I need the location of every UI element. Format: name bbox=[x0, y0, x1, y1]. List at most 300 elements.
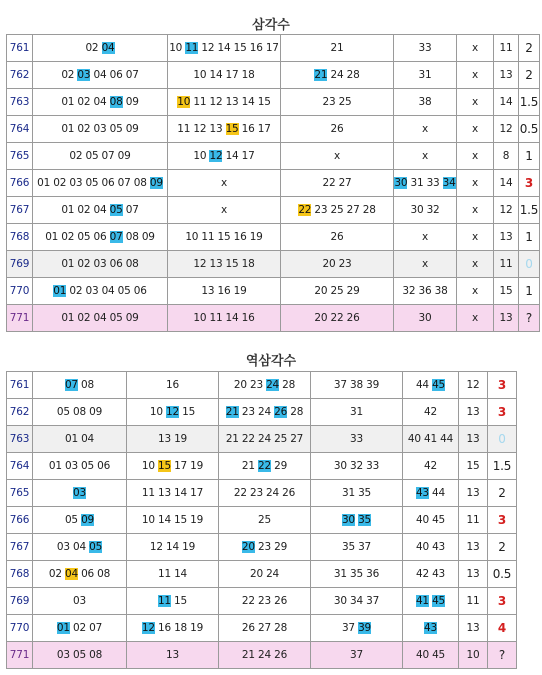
draw-number: 768 bbox=[7, 224, 33, 251]
result-cell bbox=[488, 534, 517, 561]
number-group-cell bbox=[33, 116, 168, 143]
result-cell bbox=[519, 278, 540, 305]
number-group-cell bbox=[33, 534, 127, 561]
number-group-cell bbox=[394, 278, 457, 305]
table2-title: 역삼각수 bbox=[245, 354, 297, 369]
result-value: 3 bbox=[524, 176, 534, 190]
number-group-cell bbox=[219, 534, 311, 561]
number-text: 07 bbox=[122, 204, 139, 216]
number-text: 22 23 26 bbox=[241, 595, 288, 607]
number-group-cell bbox=[281, 278, 394, 305]
number-text: 23 24 bbox=[238, 406, 275, 418]
number-group-cell bbox=[33, 561, 127, 588]
number-text: 16 bbox=[166, 379, 179, 391]
number-text: 31 bbox=[350, 406, 363, 418]
number-text: 28 bbox=[279, 379, 296, 391]
number-group-cell bbox=[281, 116, 394, 143]
number-group-cell bbox=[33, 615, 127, 642]
number-group-cell bbox=[394, 197, 457, 224]
number-group-cell bbox=[311, 426, 403, 453]
table-row bbox=[7, 453, 517, 480]
highlighted-number: 15 bbox=[157, 460, 171, 472]
number-text: x bbox=[471, 285, 478, 297]
number-group-cell bbox=[33, 170, 168, 197]
table1-title: 삼각수 bbox=[252, 18, 290, 33]
table-row bbox=[7, 642, 517, 669]
number-text: 10 14 17 18 bbox=[193, 69, 255, 81]
result-value: 0 bbox=[498, 432, 506, 446]
number-group-cell bbox=[394, 143, 457, 170]
result-cell bbox=[488, 588, 517, 615]
number-group-cell bbox=[127, 372, 219, 399]
number-group-cell bbox=[168, 278, 281, 305]
number-text: x bbox=[220, 177, 227, 189]
table-row bbox=[7, 197, 540, 224]
draw-number: 769 bbox=[7, 588, 33, 615]
number-group-cell bbox=[168, 116, 281, 143]
number-group-cell bbox=[168, 89, 281, 116]
number-text: 10 bbox=[149, 406, 167, 418]
table-row bbox=[7, 588, 517, 615]
number-text: 13 19 bbox=[157, 433, 188, 445]
number-text: 21 bbox=[241, 460, 259, 472]
draw-number: 763 bbox=[7, 89, 33, 116]
highlighted-number: 41 bbox=[415, 595, 429, 607]
number-text: x bbox=[471, 96, 478, 108]
result-value: 2 bbox=[498, 486, 506, 500]
draw-number: 762 bbox=[7, 399, 33, 426]
number-text: 20 23 bbox=[322, 258, 352, 270]
number-text: 01 02 04 bbox=[61, 204, 110, 216]
highlighted-number: 45 bbox=[432, 379, 446, 391]
highlighted-number: 03 bbox=[77, 69, 91, 81]
count-cell: 13 bbox=[459, 534, 488, 561]
number-text: 10 14 15 19 bbox=[141, 514, 204, 526]
number-text: 13 16 19 bbox=[201, 285, 247, 297]
number-text: 42 bbox=[424, 460, 437, 472]
number-text: 37 bbox=[341, 622, 359, 634]
highlighted-number: 10 bbox=[177, 96, 191, 108]
number-group-cell bbox=[219, 507, 311, 534]
table-row bbox=[7, 399, 517, 426]
number-group-cell bbox=[281, 170, 394, 197]
number-group-cell bbox=[168, 35, 281, 62]
number-text: 40 45 bbox=[415, 649, 446, 661]
number-group-cell bbox=[219, 480, 311, 507]
number-text: 17 19 bbox=[170, 460, 204, 472]
highlighted-number: 43 bbox=[424, 622, 437, 634]
number-group-cell bbox=[403, 507, 459, 534]
draw-number: 770 bbox=[7, 278, 33, 305]
draw-number: 766 bbox=[7, 170, 33, 197]
number-group-cell bbox=[281, 89, 394, 116]
number-text: 32 36 38 bbox=[402, 285, 448, 297]
table-row bbox=[7, 35, 540, 62]
count-cell: 13 bbox=[494, 224, 519, 251]
count-cell: 14 bbox=[494, 89, 519, 116]
number-group-cell bbox=[33, 588, 127, 615]
count-cell: 11 bbox=[494, 35, 519, 62]
draw-number: 771 bbox=[7, 305, 33, 332]
highlighted-number: 30 bbox=[394, 177, 408, 189]
number-text: 26 27 28 bbox=[241, 622, 288, 634]
count-cell: 13 bbox=[494, 62, 519, 89]
number-text: x bbox=[471, 231, 478, 243]
number-group-cell bbox=[311, 561, 403, 588]
number-text: 15 bbox=[178, 406, 196, 418]
draw-number: 765 bbox=[7, 480, 33, 507]
number-group-cell bbox=[403, 642, 459, 669]
highlighted-number: 04 bbox=[64, 568, 78, 580]
number-group-cell bbox=[457, 305, 494, 332]
number-group-cell bbox=[33, 372, 127, 399]
number-text: 28 bbox=[287, 406, 304, 418]
number-text: 23 29 bbox=[254, 541, 288, 553]
number-group-cell bbox=[281, 305, 394, 332]
number-text: 21 24 26 bbox=[241, 649, 288, 661]
number-group-cell bbox=[394, 251, 457, 278]
count-cell: 11 bbox=[459, 588, 488, 615]
number-group-cell bbox=[33, 197, 168, 224]
number-group-cell bbox=[33, 62, 168, 89]
draw-number: 769 bbox=[7, 251, 33, 278]
number-text: 22 27 bbox=[322, 177, 352, 189]
number-group-cell bbox=[219, 372, 311, 399]
result-value: 4 bbox=[497, 621, 507, 635]
result-value: 1 bbox=[525, 149, 533, 163]
count-cell: 10 bbox=[459, 642, 488, 669]
number-group-cell bbox=[127, 534, 219, 561]
number-group-cell bbox=[33, 453, 127, 480]
number-text: 05 08 09 bbox=[56, 406, 103, 418]
number-text: 26 bbox=[330, 231, 344, 243]
number-text: 38 bbox=[418, 96, 432, 108]
number-text: 20 22 26 bbox=[314, 312, 360, 324]
number-text: 12 13 15 18 bbox=[193, 258, 255, 270]
draw-number: 764 bbox=[7, 453, 33, 480]
number-group-cell bbox=[394, 305, 457, 332]
number-text: 12 14 19 bbox=[149, 541, 196, 553]
highlighted-number: 09 bbox=[81, 514, 95, 526]
number-text: 16 17 bbox=[238, 123, 271, 135]
number-text: x bbox=[333, 150, 340, 162]
result-cell bbox=[519, 116, 540, 143]
number-text: 33 bbox=[350, 433, 363, 445]
count-cell: 12 bbox=[494, 197, 519, 224]
draw-number: 768 bbox=[7, 561, 33, 588]
number-text: 23 25 bbox=[322, 96, 352, 108]
highlighted-number: 12 bbox=[166, 406, 179, 418]
number-group-cell bbox=[219, 588, 311, 615]
number-text: 10 11 14 16 bbox=[193, 312, 255, 324]
count-cell: 13 bbox=[459, 399, 488, 426]
number-group-cell bbox=[33, 143, 168, 170]
table-row bbox=[7, 305, 540, 332]
number-text: 40 45 bbox=[415, 514, 446, 526]
number-group-cell bbox=[33, 642, 127, 669]
count-cell: 13 bbox=[459, 561, 488, 588]
result-value: 0.5 bbox=[519, 122, 539, 136]
number-group-cell bbox=[33, 35, 168, 62]
number-text: 02 07 bbox=[69, 622, 103, 634]
number-text: 04 06 07 bbox=[90, 69, 139, 81]
highlighted-number: 11 bbox=[157, 595, 171, 607]
number-group-cell bbox=[403, 426, 459, 453]
number-group-cell bbox=[33, 426, 127, 453]
highlighted-number: 26 bbox=[274, 406, 288, 418]
highlighted-number: 39 bbox=[358, 622, 372, 634]
number-group-cell bbox=[168, 224, 281, 251]
number-group-cell bbox=[168, 62, 281, 89]
result-cell bbox=[519, 143, 540, 170]
number-group-cell bbox=[33, 278, 168, 305]
result-cell bbox=[488, 426, 517, 453]
number-group-cell bbox=[457, 197, 494, 224]
number-group-cell bbox=[457, 224, 494, 251]
number-group-cell bbox=[281, 35, 394, 62]
draw-number: 762 bbox=[7, 62, 33, 89]
number-group-cell bbox=[168, 170, 281, 197]
number-group-cell bbox=[457, 278, 494, 305]
highlighted-number: 07 bbox=[109, 231, 123, 243]
number-group-cell bbox=[403, 399, 459, 426]
table-row bbox=[7, 224, 540, 251]
number-text: 23 25 27 28 bbox=[311, 204, 376, 216]
number-text: 24 28 bbox=[327, 69, 360, 81]
number-group-cell bbox=[281, 143, 394, 170]
number-group-cell bbox=[311, 615, 403, 642]
highlighted-number: 43 bbox=[415, 487, 429, 499]
highlighted-number: 12 bbox=[209, 150, 223, 162]
number-text: 40 41 44 bbox=[407, 433, 454, 445]
count-cell: 14 bbox=[494, 170, 519, 197]
table-row bbox=[7, 143, 540, 170]
result-cell bbox=[519, 305, 540, 332]
number-text: x bbox=[471, 312, 478, 324]
result-cell bbox=[488, 480, 517, 507]
number-text: x bbox=[471, 69, 478, 81]
result-value: 2 bbox=[525, 41, 533, 55]
number-text: 08 bbox=[77, 379, 95, 391]
draw-number: 761 bbox=[7, 372, 33, 399]
number-group-cell bbox=[168, 143, 281, 170]
number-text: 33 bbox=[418, 42, 432, 54]
result-cell bbox=[488, 561, 517, 588]
highlighted-number: 34 bbox=[442, 177, 456, 189]
highlighted-number: 22 bbox=[298, 204, 312, 216]
number-group-cell bbox=[394, 224, 457, 251]
count-cell: 13 bbox=[459, 615, 488, 642]
number-group-cell bbox=[457, 116, 494, 143]
number-group-cell bbox=[311, 507, 403, 534]
highlighted-number: 01 bbox=[53, 285, 67, 297]
triangle-number-table bbox=[6, 34, 540, 332]
table-row bbox=[7, 507, 517, 534]
count-cell: 13 bbox=[459, 426, 488, 453]
number-text: 26 bbox=[330, 123, 344, 135]
number-text: 20 25 29 bbox=[314, 285, 360, 297]
result-cell bbox=[488, 642, 517, 669]
result-value: 3 bbox=[497, 513, 507, 527]
number-text: 08 09 bbox=[122, 231, 155, 243]
result-cell bbox=[488, 507, 517, 534]
table-row bbox=[7, 480, 517, 507]
result-value: 1.5 bbox=[519, 95, 539, 109]
number-text: 03 bbox=[73, 595, 86, 607]
inverted-triangle-number-table bbox=[6, 371, 517, 669]
table-row bbox=[7, 170, 540, 197]
number-group-cell bbox=[281, 251, 394, 278]
highlighted-number: 05 bbox=[109, 204, 123, 216]
draw-number: 764 bbox=[7, 116, 33, 143]
number-text: x bbox=[421, 150, 428, 162]
count-cell: 13 bbox=[459, 480, 488, 507]
result-cell bbox=[519, 251, 540, 278]
highlighted-number: 03 bbox=[73, 487, 86, 499]
number-group-cell bbox=[403, 588, 459, 615]
number-group-cell bbox=[403, 453, 459, 480]
result-value: 3 bbox=[497, 378, 507, 392]
number-text: x bbox=[471, 204, 478, 216]
number-group-cell bbox=[457, 143, 494, 170]
draw-number: 766 bbox=[7, 507, 33, 534]
number-text: 01 02 03 06 08 bbox=[61, 258, 139, 270]
result-value: 2 bbox=[525, 68, 533, 82]
number-group-cell bbox=[219, 561, 311, 588]
highlighted-number: 05 bbox=[89, 541, 103, 553]
highlighted-number: 11 bbox=[185, 42, 199, 54]
count-cell: 12 bbox=[494, 116, 519, 143]
number-text: x bbox=[471, 150, 478, 162]
count-cell: 15 bbox=[494, 278, 519, 305]
result-cell bbox=[519, 89, 540, 116]
number-group-cell bbox=[457, 35, 494, 62]
number-group-cell bbox=[127, 453, 219, 480]
number-text: 42 43 bbox=[415, 568, 446, 580]
draw-number: 765 bbox=[7, 143, 33, 170]
number-text: 10 bbox=[193, 150, 210, 162]
number-text: 01 02 03 05 06 07 08 bbox=[37, 177, 150, 189]
number-group-cell bbox=[311, 588, 403, 615]
number-text: 11 12 13 14 15 bbox=[190, 96, 271, 108]
number-text: 44 bbox=[415, 379, 433, 391]
number-text: 29 bbox=[270, 460, 288, 472]
number-text: 10 bbox=[141, 460, 158, 472]
result-cell bbox=[488, 453, 517, 480]
number-group-cell bbox=[457, 170, 494, 197]
number-group-cell bbox=[127, 480, 219, 507]
number-text: 01 03 05 06 bbox=[48, 460, 111, 472]
number-group-cell bbox=[33, 89, 168, 116]
highlighted-number: 08 bbox=[109, 96, 123, 108]
number-text: 21 22 24 25 27 bbox=[225, 433, 304, 445]
number-text: 02 bbox=[48, 568, 65, 580]
number-group-cell bbox=[33, 399, 127, 426]
number-group-cell bbox=[311, 480, 403, 507]
number-group-cell bbox=[457, 251, 494, 278]
number-text: 37 bbox=[350, 649, 363, 661]
result-value: 1 bbox=[525, 230, 533, 244]
number-group-cell bbox=[403, 372, 459, 399]
number-text: x bbox=[471, 177, 478, 189]
table-row bbox=[7, 278, 540, 305]
number-text: 01 02 04 bbox=[61, 96, 110, 108]
result-cell bbox=[519, 35, 540, 62]
highlighted-number: 24 bbox=[266, 379, 280, 391]
number-text: 10 bbox=[169, 42, 186, 54]
number-group-cell bbox=[168, 305, 281, 332]
number-group-cell bbox=[127, 588, 219, 615]
count-cell: 15 bbox=[459, 453, 488, 480]
number-group-cell bbox=[281, 224, 394, 251]
result-value: ? bbox=[525, 311, 533, 325]
number-text: 40 43 bbox=[415, 541, 446, 553]
highlighted-number: 30 bbox=[341, 514, 355, 526]
number-group-cell bbox=[457, 62, 494, 89]
number-text: 01 02 04 05 09 bbox=[61, 312, 139, 324]
number-group-cell bbox=[394, 89, 457, 116]
number-group-cell bbox=[33, 305, 168, 332]
table-row bbox=[7, 116, 540, 143]
number-group-cell bbox=[168, 251, 281, 278]
number-text: 30 34 37 bbox=[333, 595, 380, 607]
result-value: 2 bbox=[498, 540, 506, 554]
number-group-cell bbox=[127, 561, 219, 588]
number-text: 06 08 bbox=[77, 568, 111, 580]
number-group-cell bbox=[127, 399, 219, 426]
number-text: x bbox=[421, 123, 428, 135]
draw-number: 767 bbox=[7, 534, 33, 561]
number-text: x bbox=[471, 123, 478, 135]
table-row bbox=[7, 561, 517, 588]
number-text: 31 bbox=[418, 69, 432, 81]
highlighted-number: 15 bbox=[225, 123, 239, 135]
number-text: 03 05 08 bbox=[56, 649, 103, 661]
number-group-cell bbox=[127, 426, 219, 453]
number-group-cell bbox=[403, 534, 459, 561]
number-text: 11 13 14 17 bbox=[141, 487, 204, 499]
count-cell: 13 bbox=[494, 305, 519, 332]
number-group-cell bbox=[311, 399, 403, 426]
number-text: 02 bbox=[85, 42, 102, 54]
number-group-cell bbox=[219, 615, 311, 642]
highlighted-number: 21 bbox=[225, 406, 239, 418]
result-cell bbox=[488, 399, 517, 426]
number-group-cell bbox=[33, 224, 168, 251]
table-row bbox=[7, 372, 517, 399]
number-text: x bbox=[471, 42, 478, 54]
number-group-cell bbox=[219, 453, 311, 480]
table-row bbox=[7, 534, 517, 561]
number-text: 03 04 bbox=[56, 541, 90, 553]
number-group-cell bbox=[311, 372, 403, 399]
draw-number: 770 bbox=[7, 615, 33, 642]
number-group-cell bbox=[403, 480, 459, 507]
result-cell bbox=[519, 170, 540, 197]
number-text: 42 bbox=[424, 406, 437, 418]
number-text: 25 bbox=[258, 514, 271, 526]
number-text: 30 32 33 bbox=[333, 460, 380, 472]
number-text: x bbox=[220, 204, 227, 216]
number-text: 11 12 13 bbox=[177, 123, 226, 135]
number-text: 31 35 bbox=[341, 487, 372, 499]
number-group-cell bbox=[168, 197, 281, 224]
number-text: 02 03 04 05 06 bbox=[66, 285, 147, 297]
number-text: 20 23 bbox=[233, 379, 267, 391]
number-group-cell bbox=[127, 507, 219, 534]
number-text: 14 17 bbox=[222, 150, 255, 162]
number-group-cell bbox=[403, 615, 459, 642]
